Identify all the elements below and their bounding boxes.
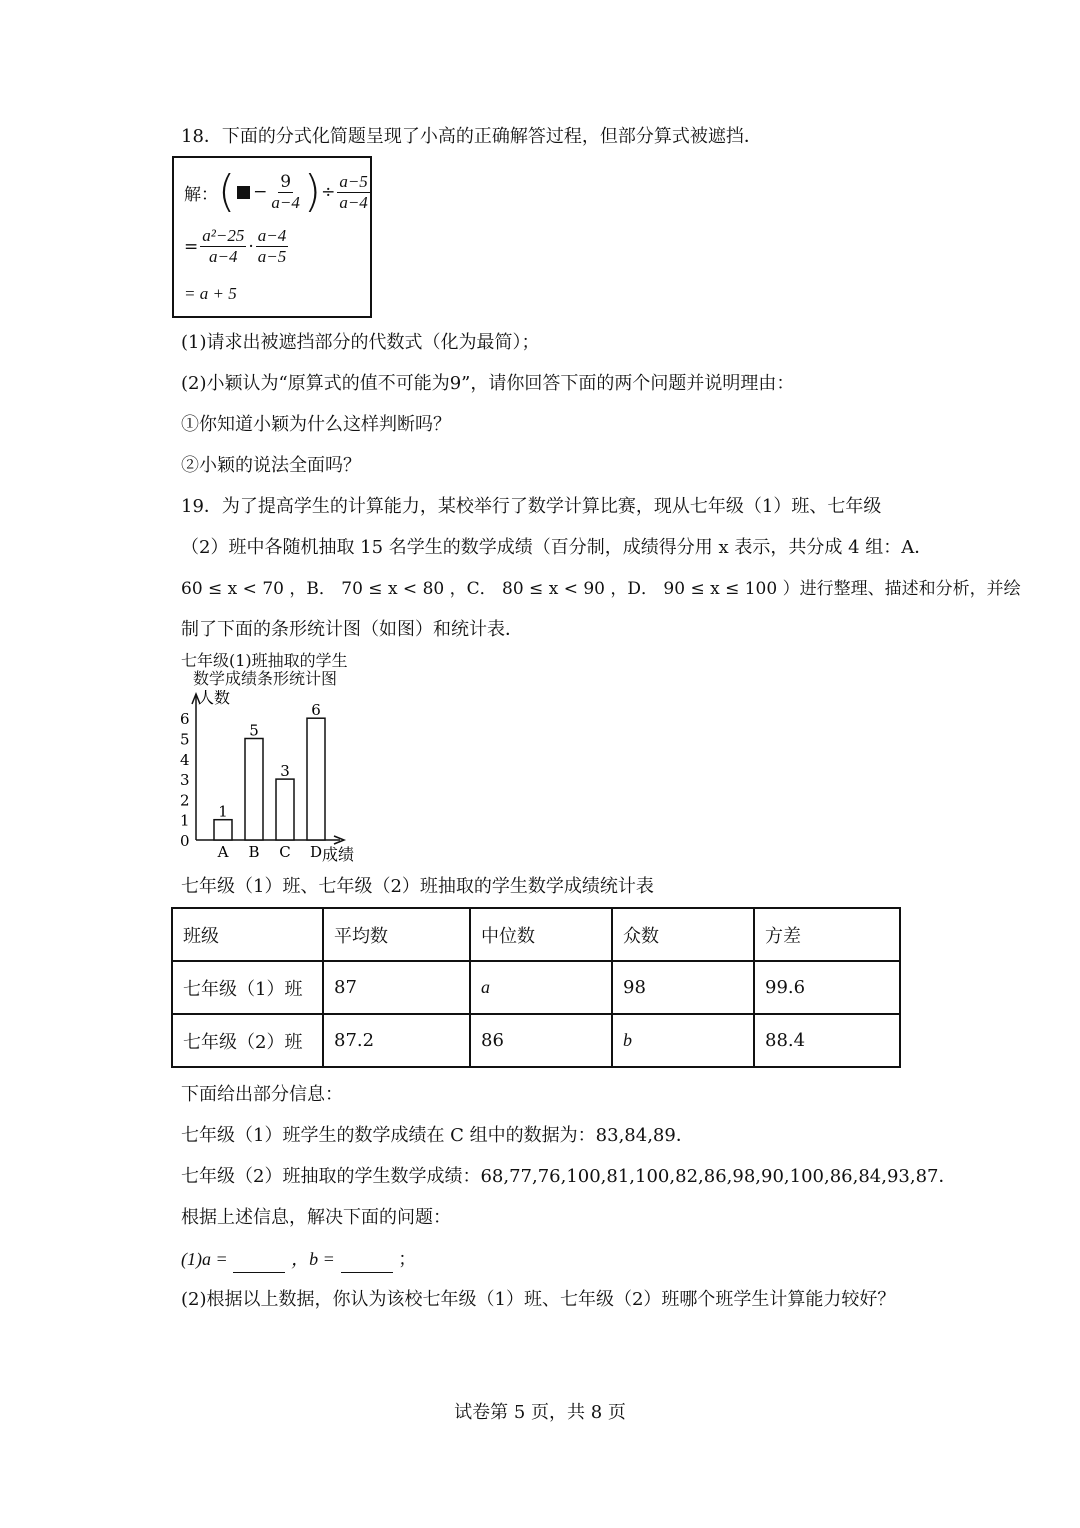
denominator: a−4 bbox=[271, 192, 300, 212]
header-cell-class: 班级 bbox=[172, 908, 323, 961]
cell-median: 86 bbox=[470, 1014, 612, 1067]
y-axis-label: 人数 bbox=[198, 690, 231, 707]
cell-class: 七年级（1）班 bbox=[172, 961, 323, 1014]
q19-line-1: 19．为了提高学生的计算能力，某校举行了数学计算比赛，现从七年级（1）班、七年级 bbox=[181, 496, 882, 517]
denominator: a−4 bbox=[339, 192, 368, 212]
bar-A bbox=[214, 820, 232, 840]
dot-sign: · bbox=[248, 236, 254, 257]
x-tick-label: D bbox=[309, 843, 323, 861]
chart-labels bbox=[180, 690, 354, 864]
answer-a-blank[interactable] bbox=[233, 1254, 285, 1273]
stats-table bbox=[171, 907, 901, 1068]
info-class-1: 七年级（1）班学生的数学成绩在 C 组中的数据为：83,84,89． bbox=[181, 1125, 694, 1146]
solution-box bbox=[172, 156, 372, 318]
cell-variance: 88.4 bbox=[754, 1014, 900, 1067]
cell-mode: 98 bbox=[612, 961, 754, 1014]
answer-end: ； bbox=[398, 1249, 417, 1270]
numerator: 9 bbox=[280, 171, 292, 192]
solution-label: 解： bbox=[184, 184, 218, 205]
chart-title-line-2: 数学成绩条形统计图 bbox=[193, 669, 338, 688]
bar-chart bbox=[170, 690, 370, 866]
q18-part-2: (2)小颖认为“原算式的值不可能为9”，请你回答下面的两个问题并说明理由： bbox=[181, 373, 795, 394]
cell-mode: b bbox=[612, 1014, 754, 1067]
numerator: a−5 bbox=[339, 171, 368, 191]
table-header-row bbox=[172, 908, 900, 961]
table-title: 七年级（1）班、七年级（2）班抽取的学生数学成绩统计表 bbox=[181, 876, 654, 897]
cell-median: a bbox=[470, 961, 612, 1014]
bar-value-label: 5 bbox=[249, 721, 259, 740]
divide-sign: ÷ bbox=[321, 182, 336, 202]
table-row bbox=[172, 1014, 900, 1067]
chart-bars bbox=[214, 718, 325, 840]
left-paren: ( bbox=[218, 166, 236, 217]
chart-title-line-1: 七年级(1)班抽取的学生 bbox=[181, 651, 348, 670]
equals-sign: = bbox=[184, 236, 199, 257]
y-tick-label: 1 bbox=[180, 811, 190, 830]
y-tick-label: 4 bbox=[180, 750, 190, 769]
answer-a-label: (1)a = bbox=[181, 1249, 228, 1269]
info-class-2: 七年级（2）班抽取的学生数学成绩：68,77,76,100,81,100,82,86,98,90,100,86,84,93,87． bbox=[181, 1166, 957, 1187]
numerator: a−4 bbox=[257, 226, 287, 245]
fraction-a-4-over-a-5 bbox=[256, 226, 288, 267]
header-cell-mode: 众数 bbox=[612, 908, 754, 961]
x-axis-label: 成绩 bbox=[322, 845, 355, 864]
bar-C bbox=[276, 779, 294, 840]
answer-b-label: ，b = bbox=[291, 1249, 335, 1269]
y-tick-label: 3 bbox=[180, 771, 190, 790]
page-footer: 试卷第 5 页，共 8 页 bbox=[454, 1402, 626, 1423]
fraction-9-over-a-4 bbox=[269, 172, 301, 213]
fraction-a-5-over-a-4 bbox=[337, 172, 369, 213]
answer-b-blank[interactable] bbox=[341, 1254, 393, 1273]
minus-sign: − bbox=[253, 182, 268, 202]
fraction-a2-25-over-a-4 bbox=[200, 226, 246, 267]
y-tick-label: 2 bbox=[180, 791, 190, 810]
solution-row-3: = a + 5 bbox=[184, 284, 237, 303]
cell-mean: 87 bbox=[323, 961, 470, 1014]
q18-part-2a: ①你知道小颖为什么这样判断吗？ bbox=[181, 414, 451, 435]
right-paren: ) bbox=[303, 166, 322, 217]
q19-part-2: (2)根据以上数据，你认为该校七年级（1）班、七年级（2）班哪个班学生计算能力较好？ bbox=[181, 1289, 896, 1310]
cell-variance: 99.6 bbox=[754, 961, 900, 1014]
denominator: a−4 bbox=[209, 247, 238, 266]
bar-value-label: 1 bbox=[218, 802, 228, 821]
header-cell-variance: 方差 bbox=[754, 908, 900, 961]
x-tick-label: C bbox=[279, 843, 291, 861]
q19-line-2: （2）班中各随机抽取 15 名学生的数学成绩（百分制，成绩得分用 x 表示，共分成 4 组：A． bbox=[181, 537, 933, 558]
numerator: a²−25 bbox=[202, 226, 245, 245]
info-intro: 下面给出部分信息： bbox=[181, 1084, 343, 1105]
info-instruction: 根据上述信息，解决下面的问题： bbox=[181, 1207, 451, 1228]
bar-D bbox=[307, 718, 325, 840]
header-cell-mean: 平均数 bbox=[323, 908, 470, 961]
y-tick-label: 5 bbox=[180, 730, 190, 749]
bar-value-label: 3 bbox=[280, 762, 290, 781]
hidden-block-icon bbox=[237, 186, 250, 199]
x-tick-label: A bbox=[217, 843, 229, 861]
bar-B bbox=[245, 739, 263, 841]
table-row bbox=[172, 961, 900, 1014]
y-tick-label: 6 bbox=[180, 710, 190, 729]
q19-part-1 bbox=[181, 1246, 416, 1273]
q19-line-4: 制了下面的条形统计图（如图）和统计表． bbox=[181, 619, 523, 640]
q19-line-3: 60 ≤ x < 70 ，B． 70 ≤ x < 80 ，C． 80 ≤ x < 90 ，D． 90 ≤ x ≤ 100 ）进行整理、描述和分析，并绘 bbox=[181, 579, 1021, 599]
q18-part-1: (1)请求出被遮挡部分的代数式（化为最简）； bbox=[181, 332, 540, 353]
bar-value-label: 6 bbox=[311, 701, 321, 720]
header-cell-median: 中位数 bbox=[470, 908, 612, 961]
cell-mean: 87.2 bbox=[323, 1014, 470, 1067]
q18-stem: 18．下面的分式化简题呈现了小高的正确解答过程，但部分算式被遮挡． bbox=[181, 126, 762, 147]
cell-class: 七年级（2）班 bbox=[172, 1014, 323, 1067]
y-tick-label: 0 bbox=[180, 832, 190, 850]
denominator: a−5 bbox=[257, 247, 287, 266]
solution-row-1 bbox=[184, 166, 372, 217]
x-tick-label: B bbox=[248, 843, 260, 861]
q18-part-2b: ②小颖的说法全面吗？ bbox=[181, 455, 361, 476]
solution-row-2 bbox=[184, 226, 290, 267]
